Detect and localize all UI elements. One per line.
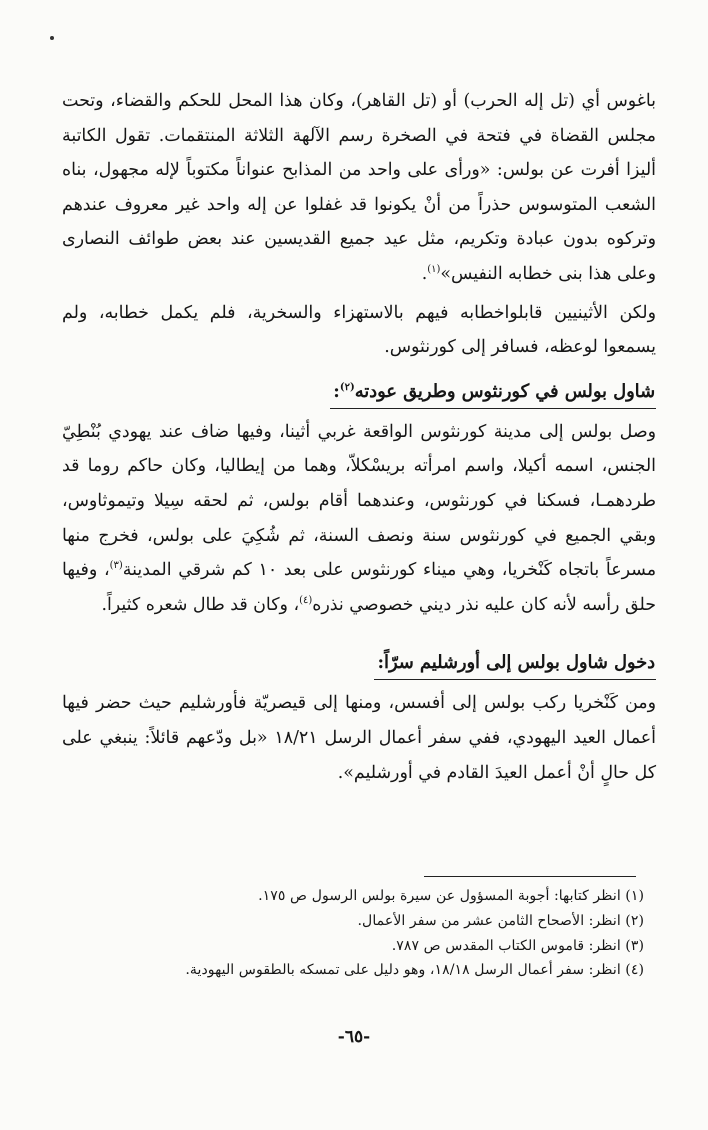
section-heading-corinth: شاول بولس في كورنثوس وطريق عودته$^{(٢)}$: bbox=[330, 377, 656, 409]
paragraph-corinth-text: وصل بولس إلى مدينة كورنثوس الواقعة غربي أثينا، وفيها ضاف عند يهودي بُنْطِيّ الجنس، اسمه أكيلا، واسم امرأته بريسْكلاّ، وهما من إيطاليا، وكان حاكم روما قد طردهمـا، فسكنا في كورنثوس، وعندهما أقام بولس، ثم لحقه سِيلا وتيموثاوس، وبقي الجميع في كورنثوس سنة ونصف السنة، ثم شُكِيَ على بولس، فخرج منها مسرعاً باتجاه كَنْخريا، وهي ميناء كورنثوس على بعد ١٠ كم شرقي المدينة bbox=[62, 421, 657, 581]
paragraph-corinth-text-2: ، وفيها حلق رأسه لأنه كان عليه نذر ديني خصوصي نذره bbox=[62, 560, 656, 615]
footnotes-block bbox=[140, 884, 644, 983]
paragraph-athenians-mockery: ولكن الأثينيين قابلواخطابه فيهم بالاستهزاء والسخرية، فلم يكمل خطابه، ولم يسمعوا لوعظه، فسافر إلى كورنثوس. bbox=[62, 302, 656, 358]
paragraph-corinth-text-3: ، وكان قد طال شعره كثيراً. bbox=[101, 594, 300, 615]
footnote-1: (١) انظر كتابها: أجوبة المسؤول عن سيرة بولس الرسول ص ١٧٥. bbox=[258, 888, 644, 904]
section-heading-jerusalem: دخول شاول بولس إلى أورشليم سرّاً: bbox=[374, 648, 656, 680]
footnote-ref-3: (٣) bbox=[109, 560, 123, 572]
paragraph-athens-speech: باغوس أي (تل إله الحرب) أو (تل القاهر)، وكان هذا المحل للحكم والقضاء، وتحت مجلس القضاة في فتحة في الصخرة رسم الآلهة الثلاثة المنتقمات. تقول الكاتبة أليزا أفرت عن بولس: «ورأى على واحد من المذابح عنواناً مكتوباً لإله مجهول، بناه الشعب المتوسوس حذراً من أنْ يكونوا قد غفلوا عن إله واحد غير معروف عندهم وتركوه بدون عبادة وتكريم، مثل عيد جميع القديسين عند بعض طوائف النصارى وعلى هذا بنى خطابه النفيس»$^{(١)}$. bbox=[62, 91, 656, 284]
footnote-ref-4: (٤) bbox=[299, 594, 313, 606]
paragraph-corinth-arrival bbox=[62, 415, 656, 623]
paragraph-athens-speech-text: باغوس أي (تل إله الحرب) أو (تل القاهر)، وكان هذا المحل للحكم والقضاء، وتحت مجلس القضاة في فتحة في الصخرة رسم الآلهة الثلاثة المنتقمات. تقول الكاتبة أليزا أفرت عن بولس: «ورأى على واحد من المذابح عنواناً مكتوباً لإله مجهول، بناه الشعب المتوسوس حذراً من أنْ يكونوا قد غفلوا عن إله واحد غير معروف عندهم وتركوه بدون عبادة وتكريم، مثل عيد جميع القديسين عند بعض طوائف النصارى وعلى هذا بنى خطابه النفيس» bbox=[62, 91, 656, 284]
footnote-ref-2: (٢) bbox=[339, 381, 355, 393]
paragraph-jerusalem-entry: ومن كَنْخريا ركب بولس إلى أفسس، ومنها إلى قيصريّة فأورشليم حيث حضر فيها أعمال العيد اليهودي، ففي سفر أعمال الرسل ١٨/٢١ «بل ودّعهم قائلاً: ينبغي على كل حالٍ أنْ أعمل العيدَ القادم في أورشليم». bbox=[62, 693, 657, 783]
footnote-separator bbox=[424, 876, 636, 877]
footnote-4: (٤) انظر: سفر أعمال الرسل ١٨/١٨، وهو دليل على تمسكه بالطقوس اليهودية. bbox=[185, 962, 644, 979]
page-number: -٦٥- bbox=[337, 1027, 371, 1047]
footnote-ref-1: (١) bbox=[427, 264, 441, 276]
footnote-3: (٣) انظر: قاموس الكتاب المقدس ص ٧٨٧. bbox=[391, 937, 644, 954]
footnote-2: (٢) انظر: الأصحاح الثامن عشر من سفر الأعمال. bbox=[357, 912, 644, 929]
corner-dot bbox=[50, 36, 54, 40]
section-heading-corinth-text: شاول بولس في كورنثوس وطريق عودته bbox=[354, 380, 655, 402]
